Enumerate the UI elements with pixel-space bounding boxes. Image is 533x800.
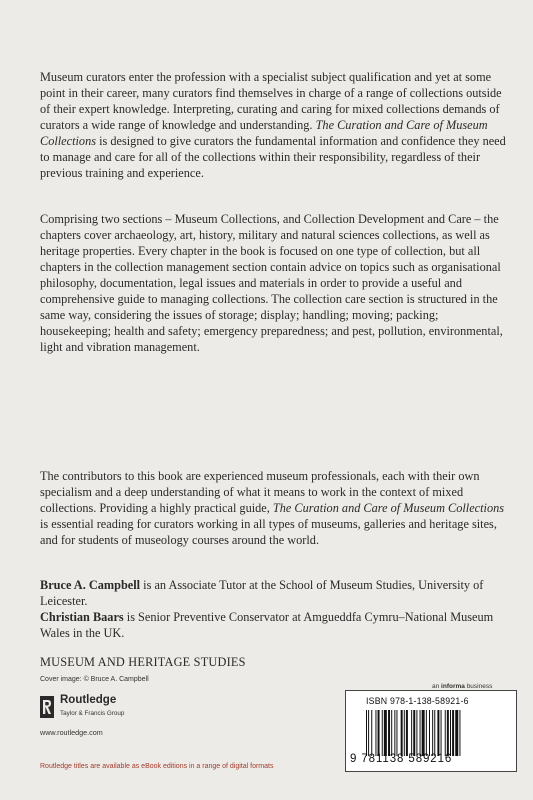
barcode-stripe [404, 710, 405, 756]
barcode-stripe [375, 710, 376, 756]
barcode-stripe [441, 710, 442, 756]
isbn-number: ISBN 978-1-138-58921-6 [366, 696, 469, 706]
informa-business-label [432, 683, 492, 690]
barcode-stripe [437, 710, 439, 756]
blurb-text: is designed to give curators the fundamental information and confidence they need to manage and care for all of the collections within their responsibility, regardless of their previous training and experience. [40, 134, 506, 180]
barcode-stripe [429, 710, 430, 756]
blurb-text: is essential reading for curators working in all types of museums, galleries and heritage sites, and for students of museology courses around the world. [40, 517, 497, 547]
barcode-stripe [378, 710, 380, 756]
publisher-website: www.routledge.com [40, 728, 103, 737]
barcode-stripe [420, 710, 421, 756]
blurb-paragraph-3 [40, 468, 510, 548]
publisher-group: Taylor & Francis Group [60, 710, 125, 717]
barcode-stripe [452, 710, 454, 756]
author-bio-text: is Senior Preventive Conservator at Amgueddfa Cymru–National Museum Wales in the UK. [40, 610, 494, 640]
barcode-stripe [432, 710, 433, 756]
barcode-stripe [411, 710, 412, 756]
routledge-logo-icon [40, 696, 54, 718]
publisher-name: Routledge [60, 694, 117, 706]
book-title-italic: The Curation and Care of Museum Collections [272, 501, 505, 515]
barcode-stripe [459, 710, 460, 756]
barcode-stripe [447, 710, 449, 756]
blurb-text: The contributors to this book are experienced museum professionals, each with their own specialism and a deep understanding of what it means to work in the context of mixed collections. Providing a highly practical guide, [40, 469, 480, 515]
informa-prefix: an [432, 683, 442, 690]
barcode-stripe [391, 710, 392, 756]
barcode-stripe [422, 710, 425, 756]
barcode-stripe [368, 710, 369, 756]
isbn-barcode-box [345, 690, 517, 772]
cover-credit: Cover image: © Bruce A. Campbell [40, 676, 149, 683]
barcode-stripe [445, 710, 446, 756]
author-name: Bruce A. Campbell [40, 578, 141, 592]
barcode-stripe [384, 710, 387, 756]
blurb-paragraph-1 [40, 69, 510, 181]
barcode-stripe [401, 710, 403, 756]
barcode-icon [366, 710, 502, 756]
barcode-stripe [416, 710, 417, 756]
barcode-stripe [382, 710, 383, 756]
author-name: Christian Baars [40, 610, 124, 624]
barcode-stripe [450, 710, 451, 756]
author-bio-text: is an Associate Tutor at the School of Museum Studies, University of Leicester. [40, 578, 484, 608]
book-title-italic: The Curation and Care of Museum Collections [40, 118, 488, 148]
barcode-stripe [388, 710, 390, 756]
author-bio-2 [40, 609, 510, 641]
series-name: MUSEUM AND HERITAGE STUDIES [40, 655, 246, 669]
author-bio-1 [40, 577, 510, 609]
barcode-stripe [406, 710, 408, 756]
barcode-stripe [394, 710, 395, 756]
informa-brand: informa [441, 683, 465, 690]
barcode-stripe [455, 710, 458, 756]
barcode-stripe [366, 710, 367, 756]
barcode-stripe [371, 710, 372, 756]
informa-suffix: business [464, 683, 493, 690]
ebook-note: Routledge titles are available as eBook editions in a range of digital formats [40, 763, 274, 770]
barcode-stripe [396, 710, 397, 756]
barcode-stripe [413, 710, 415, 756]
blurb-text: Museum curators enter the profession with a specialist subject qualification and yet at some point in their career, many curators find themselves in charge of a range of collections outside of their expert knowledge. Interpreting, curating and caring for mixed collections demands of curators a wide range of knowledge and understanding. [40, 70, 502, 132]
blurb-paragraph-2: Comprising two sections – Museum Collections, and Collection Development and Care – the chapters cover archaeology, art, history, military and natural sciences collections, as well as heritage properties. Every chapter in the book is focused on one type of collection, but all chapters in the collection management section contain advice on topics such as organisational philosophy, documentation, legal issues and materials in order to provide a useful and comprehensive guide to managing collections. The collection care section is structured in the same way, considering the issues of storage; display; handling; moving; packing; housekeeping; health and safety; emergency preparedness; and pest, pollution, environmental, light and vibration management. [40, 212, 503, 354]
barcode-digits: 9 781138 589216 [350, 753, 453, 765]
barcode-stripe [434, 710, 435, 756]
barcode-stripe [426, 710, 427, 756]
